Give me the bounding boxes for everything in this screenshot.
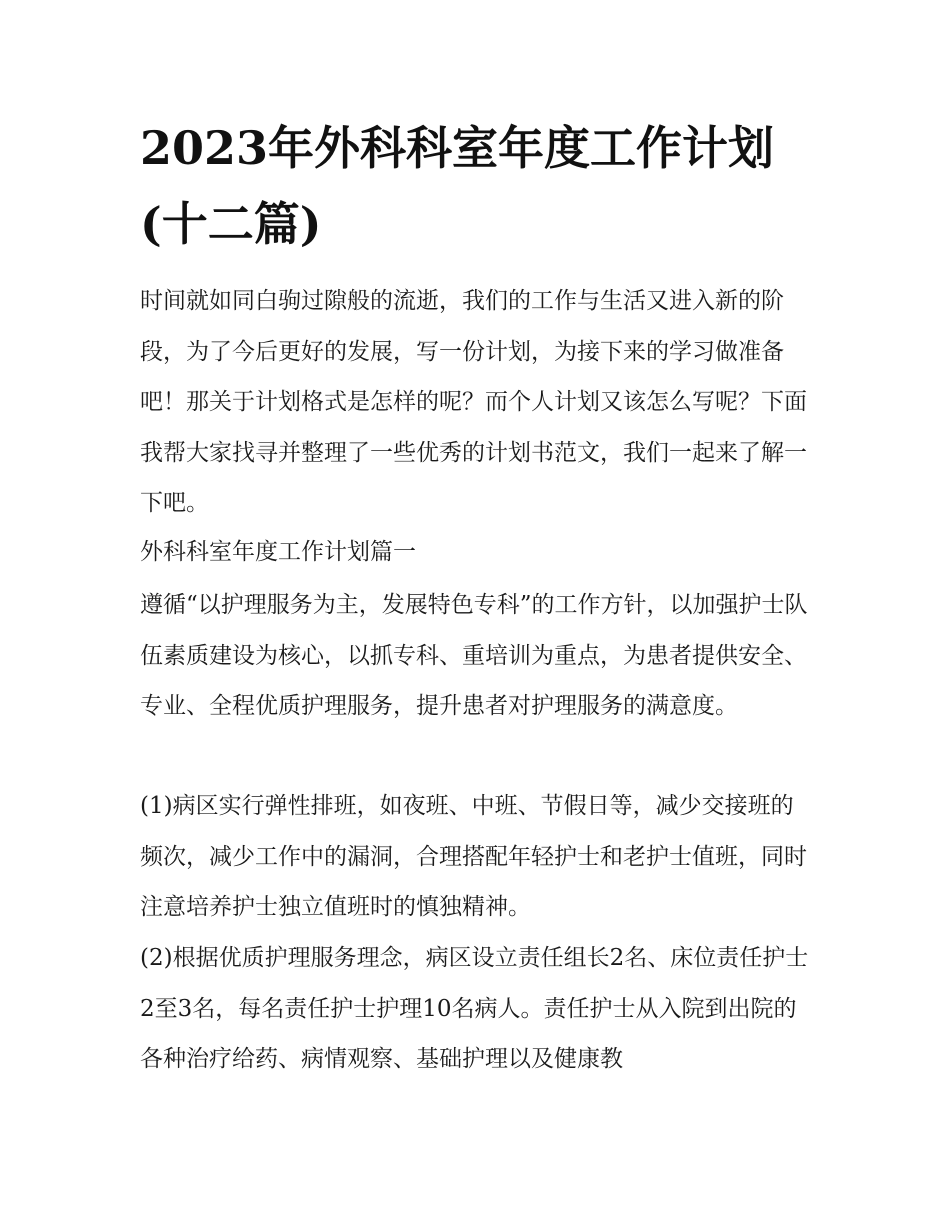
section-heading: 外科科室年度工作计划篇一 xyxy=(140,539,416,565)
list-item-1: (1)病区实行弹性排班，如夜班、中班、节假日等，减少交接班的频次，减少工作中的漏洞，合理搭配年轻护士和老护士值班，同时注意培养护士独立值班时的慎独精神。 xyxy=(140,793,807,920)
section-paragraph: 遵循“以护理服务为主，发展特色专科”的工作方针，以加强护士队伍素质建设为核心，以抓专科、重培训为重点，为患者提供安全、专业、全程优质护理服务，提升患者对护理服务的满意度。 xyxy=(140,592,808,719)
intro-paragraph: 时间就如同白驹过隙般的流逝，我们的工作与生活又进入新的阶段，为了今后更好的发展，写一份计划，为接下来的学习做准备吧！那关于计划格式是怎样的呢？而个人计划又该怎么写呢？下面我帮大家找寻并整理了一些优秀的计划书范文，我们一起来了解一下吧。 xyxy=(140,288,807,516)
list-item-2: (2)根据优质护理服务理念，病区设立责任组长2名、床位责任护士2至3名，每名责任护士护理10名病人。责任护士从入院到出院的各种治疗给药、病情观察、基础护理以及健康教 xyxy=(140,945,809,1072)
document-title: 2023年外科科室年度工作计划(十二篇) xyxy=(140,121,775,251)
